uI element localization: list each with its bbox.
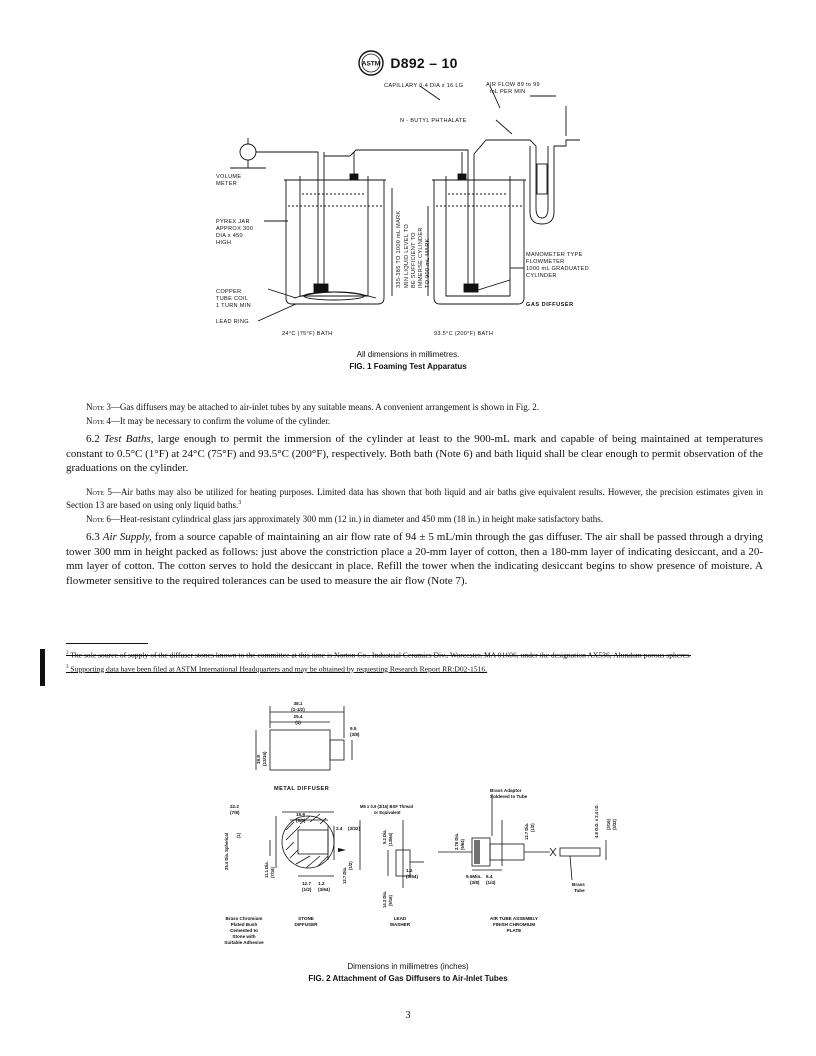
fig2-caption: FIG. 2 Attachment of Gas Diffusers to Air-Inlet Tubes: [308, 974, 508, 983]
diagram-label: LEAD RING: [216, 319, 249, 325]
diagram-label: (5/64): [460, 839, 465, 850]
diagram-label: HIGH: [216, 240, 232, 246]
diagram-label: Brass Adaptor: [490, 788, 522, 793]
diagram-label: 24°C (75°F) BATH: [282, 331, 333, 337]
diagram-label: PLATE: [506, 928, 522, 933]
astm-logo-icon: [358, 50, 384, 76]
diagram-label: AIR TUBE ASSEMBLY: [490, 916, 538, 921]
fig1-apparatus-diagram: [200, 80, 620, 350]
note-4: Note 4—It may be necessary to confirm the volume of the cylinder.: [86, 416, 331, 426]
diagram-label: 25.4: [293, 714, 303, 719]
diagram-label: FINISH CHROMIUM: [492, 922, 536, 927]
diagram-label: CAPILLARY 0·4 DIA x 16 LG: [384, 83, 464, 89]
diagram-label: 9.5Min.: [466, 874, 482, 879]
diagram-label: 1.2: [406, 868, 413, 873]
diagram-label: AIR FLOW 89 to 99: [486, 82, 540, 88]
diagram-label: 14.3 Dia.: [382, 891, 387, 908]
note-5: Note 5—Air baths may also be utilized for heating purposes. Limited data has shown that both liquid and air baths give equivalent results. However, the precision estimates given in Section 13 are based on using only liquid baths.$^3$: [66, 487, 763, 510]
diagram-label: 5.2 Dia.: [382, 829, 387, 844]
diagram-label: 2.76 Dia.: [454, 833, 459, 850]
note-6: Note 6—Heat-resistant cylindrical glass jars approximately 300 mm (12 in.) in diameter and 450 mm (18 in.) in height make satisfactory baths.: [86, 514, 604, 524]
diagram-label: (5/8): [296, 818, 306, 823]
diagram-label: (9/16): [388, 895, 393, 906]
diagram-label: 12.7: [302, 881, 311, 886]
diagram-label: Brass Chromium: [225, 916, 263, 921]
diagram-label: (7/8): [230, 810, 240, 815]
diagram-label: Plated Bush: [230, 922, 258, 927]
revision-bar: [40, 649, 45, 686]
diagram-label: (1-1/2): [291, 707, 305, 712]
diagram-label: TO 900 mL MARK: [425, 238, 431, 288]
page-number: 3: [405, 1010, 411, 1021]
diagram-label: N - BUTYL PHTHALATE: [400, 118, 467, 124]
diagram-label: (3/32): [348, 826, 361, 831]
diagram-label: (3/32): [612, 819, 617, 830]
diagram-label: Stone with: [232, 934, 256, 939]
diagram-label: (13/64): [388, 832, 393, 846]
fig1-caption: FIG. 1 Foaming Test Apparatus: [349, 362, 467, 371]
diagram-label: M5 x 0.9 (3/16) BSF Thread: [360, 804, 414, 809]
diagram-label: 2.4: [336, 826, 343, 831]
diagram-label: 15.9: [296, 812, 305, 817]
diagram-label: METER: [216, 181, 238, 187]
document-number: D892 – 10: [390, 55, 458, 71]
diagram-label: FLOWMETER: [526, 259, 565, 265]
fig1-subcaption: All dimensions in millimetres.: [356, 350, 460, 359]
diagram-label: LEAD: [393, 916, 407, 921]
diagram-label: PYREX JAR: [216, 219, 250, 225]
diagram-label: Suitable Adhesive: [224, 940, 264, 945]
diagram-label: 1.2: [318, 881, 325, 886]
diagram-label: (1/2): [302, 887, 312, 892]
diagram-label: BE SUFFICIENT TO: [411, 232, 417, 288]
diagram-label: MIN LIQUID LEVEL TO: [404, 223, 410, 288]
diagram-label: COPPER: [216, 289, 242, 295]
section-6-2: 6.2 Test Baths, large enough to permit the immersion of the cylinder at least to the 900-mL mark and capable of being maintained at temperatures constant to 0.5°C (1°F) at 24°C (75°F) and 93.5°C (200°F), respectively. Both bath (Note 6) and bath liquid shall be clear enough to permit observation of the graduations on the cylinder.: [66, 433, 763, 474]
diagram-label: IMMERSE CYLINDER: [418, 227, 424, 288]
diagram-label: MANOMETER TYPE: [526, 252, 583, 258]
diagram-label: Tube: [574, 888, 585, 893]
footnote-3: $^3$ Supporting data have been filed at ASTM International Headquarters and may be obtained by requesting Research Report RR:D02-1516.: [66, 664, 488, 674]
diagram-label: VOLUME: [216, 174, 242, 180]
diagram-label: GAS DIFFUSER: [526, 302, 574, 308]
diagram-label: TUBE COIL: [216, 296, 249, 302]
diagram-label: (1/2): [530, 823, 535, 832]
diagram-label: (13/16): [262, 751, 267, 766]
section-6-3: 6.3 Air Supply, from a source capable of maintaining an air flow rate of 94 ± 5 mL/min through the gas diffuser. The air shall be passed through a drying tower 300 mm in height packed as follows: just above the constriction place a 20-mm layer of cotton, then a 180-mm layer of indicating desiccant, and a 20-mm layer of cotton. The cotton serves to hold the desiccant in place. Refill the tower when the indicating desiccant begins to show presence of moisture. A flowmeter sensitive to the required tolerances can be used to measure the air flow (Note 7).: [66, 531, 764, 587]
notes-3-4: [66, 402, 763, 427]
diagram-label: 335-385 TO 1000 mL MARK: [396, 210, 402, 288]
diagram-label: Brass: [572, 882, 585, 887]
diagram-label: (1/2): [348, 861, 353, 870]
diagram-label: DIA x 450: [216, 233, 243, 239]
diagram-label: CYLINDER: [526, 273, 557, 279]
diagram-label: 11.1 Dia.: [264, 861, 269, 878]
diagram-label: (7/16): [270, 867, 275, 878]
diagram-label: STONE: [298, 916, 314, 921]
diagram-label: (3/64): [406, 874, 419, 879]
diagram-label: (3/16): [606, 819, 611, 830]
page-header: [0, 50, 816, 81]
diagram-label: 19.8: [256, 755, 261, 764]
footnotes: [66, 649, 768, 674]
diagram-label: (3/8): [350, 732, 360, 737]
diagram-label: (3/8): [470, 880, 480, 885]
svg-text:ASTM: ASTM: [362, 60, 381, 68]
note-3: Note 3—Gas diffusers may be attached to air-inlet tubes by any suitable means. A convenient arrangement is shown in Fig. 2.: [86, 402, 539, 412]
diagram-label: 22.2: [230, 804, 239, 809]
diagram-label: WASHER: [389, 922, 411, 927]
diagram-label: (1/4): [486, 880, 496, 885]
diagram-label: 9.5: [350, 726, 357, 731]
diagram-label: 93.5°C (200°F) BATH: [434, 331, 494, 337]
diagram-label: 12.7 Dia.: [524, 823, 529, 840]
diagram-label: Soldered to Tube: [490, 794, 528, 799]
diagram-label: Cemented to: [230, 928, 258, 933]
diagram-label: (3/64): [318, 887, 331, 892]
fig2-subcaption: Dimensions in millimetres (inches): [347, 962, 469, 971]
diagram-label: 1 TURN MIN: [216, 303, 251, 309]
diagram-label: (1): [236, 832, 241, 838]
notes-5-6: [66, 487, 763, 525]
diagram-label: 6.4: [486, 874, 493, 879]
diagram-label: 12.7 Dia.: [342, 867, 347, 884]
diagram-label: APPROX 300: [216, 226, 254, 232]
diagram-label: METAL DIFFUSER: [274, 786, 330, 792]
diagram-label: (1): [295, 720, 301, 725]
diagram-label: 38.1: [293, 701, 303, 706]
diagram-label: mL PER MIN: [490, 89, 526, 95]
footnote-struck: $^3$ The sole source of supply of the diffuser stones known to the committee at this time is Norton Co., Industrial Ceramics Div., Worcester, MA 01606, under the designation AX536, Alundum porous spheres.: [66, 650, 691, 660]
diagram-label: 4.8 O.D. x 2.4 I.D.: [594, 804, 599, 838]
diagram-label: DIFFUSER: [294, 922, 318, 927]
fig2-diffuser-diagram: [210, 700, 630, 960]
diagram-label: or Equivalent: [374, 810, 401, 815]
diagram-label: 25.4 Dia. Spherical: [224, 832, 229, 870]
footnote-rule: [66, 643, 148, 644]
diagram-label: 1000 mL GRADUATED: [526, 266, 589, 272]
